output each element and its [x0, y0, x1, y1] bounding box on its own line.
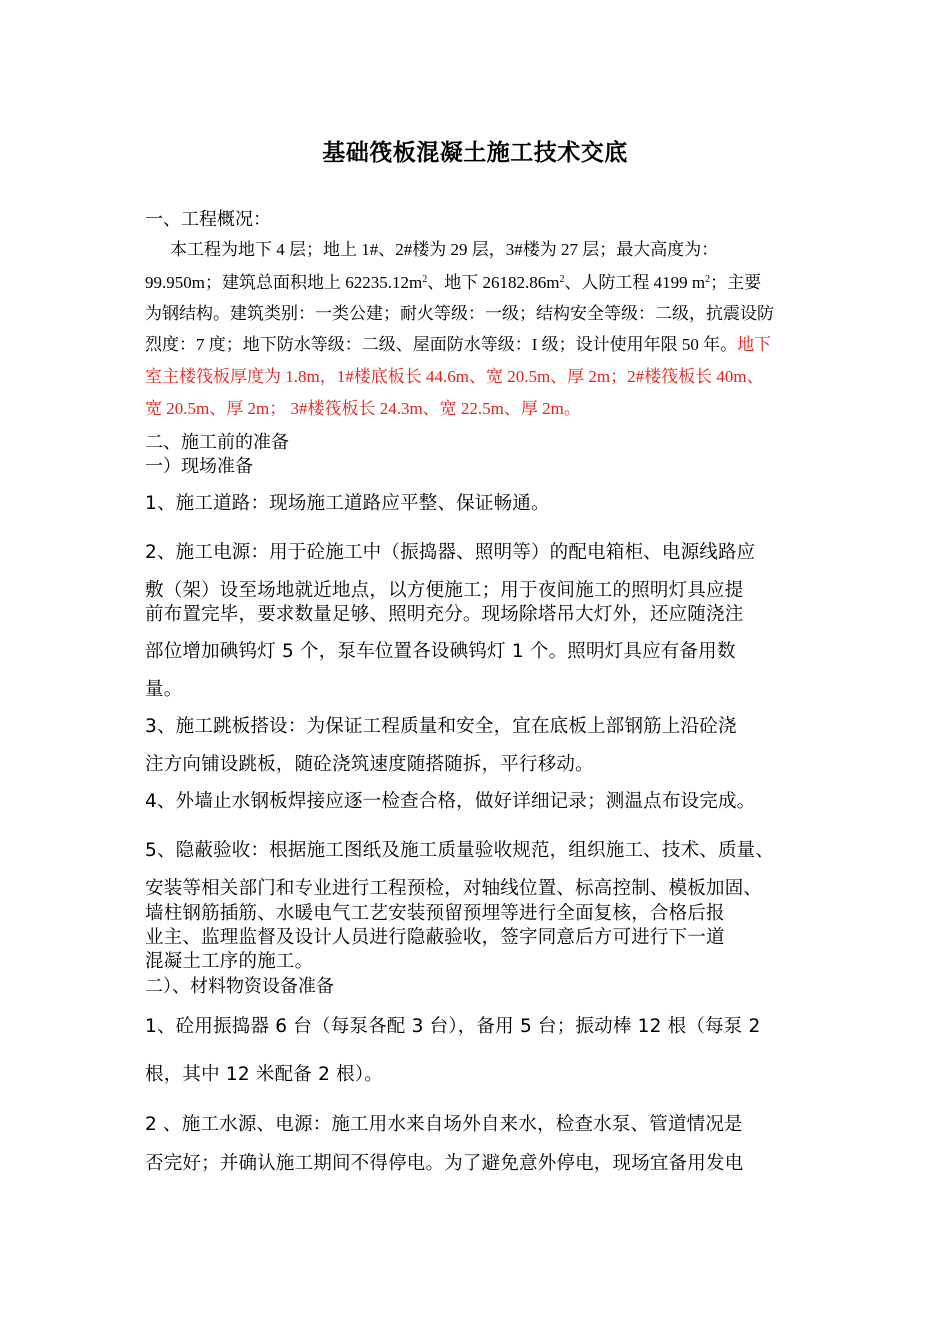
- paragraph-3-line: 3、施工跳板搭设：为保证工程质量和安全，宜在底板上部钢筋上沿砼浇: [145, 716, 737, 737]
- paragraph-4: 4、外墙止水钢板焊接应逐一检查合格，做好详细记录；测温点布设完成。: [145, 791, 756, 812]
- paragraph-5-line: 5、隐蔽验收：根据施工图纸及施工质量验收规范，组织施工、技术、质量、: [145, 840, 775, 861]
- overview-line-4: 烈度：7 度；地下防水等级：二级、屋面防水等级：I 级；设计使用年限 50 年。地下: [145, 335, 772, 354]
- paragraph-2-line: 敷（架）设至场地就近地点，以方便施工；用于夜间施工的照明灯具应提: [145, 580, 744, 601]
- materials-1-line: 1、砼用振捣器 6 台（每泵各配 3 台），备用 5 台；振动棒 12 根（每泵 2: [145, 1016, 761, 1037]
- paragraph-5-line: 业主、监理监督及设计人员进行隐蔽验收，签字同意后方可进行下一道: [145, 927, 725, 948]
- materials-2-line: 否完好；并确认施工期间不得停电。为了避免意外停电，现场宜备用发电: [145, 1153, 744, 1174]
- paragraph-5-line: 墙柱钢筋插筋、水暖电气工艺安装预留预埋等进行全面复核，合格后报: [145, 903, 725, 924]
- section-1-heading: 一、工程概况：: [145, 209, 271, 230]
- paragraph-2-line: 2、施工电源：用于砼施工中（振捣器、照明等）的配电箱柜、电源线路应: [145, 542, 756, 563]
- paragraph-5-line: 混凝土工序的施工。: [145, 951, 314, 972]
- paragraph-2-line: 前布置完毕，要求数量足够、照明充分。现场除塔吊大灯外，还应随浇注: [145, 604, 744, 625]
- paragraph-2-line: 量。: [145, 679, 183, 700]
- paragraph-3-line: 注方向铺设跳板，随砼浇筑速度随搭随拆，平行移动。: [145, 754, 594, 775]
- overview-line-5: 室主楼筏板厚度为 1.8m，1#楼底板长 44.6m、宽 20.5m、厚 2m；2#楼筏板长 40m、: [145, 367, 764, 386]
- overview-line-1: 本工程为地下 4 层；地上 1#、2#楼为 29 层，3#楼为 27 层；最大高度为：: [170, 240, 719, 259]
- section-2-heading: 二、施工前的准备: [145, 432, 289, 453]
- materials-1-line: 根，其中 12 米配备 2 根）。: [145, 1064, 383, 1085]
- paragraph-5-line: 安装等相关部门和专业进行工程预检，对轴线位置、标高控制、模板加固、: [145, 878, 763, 899]
- paragraph-1: 1、施工道路：现场施工道路应平整、保证畅通。: [145, 493, 550, 514]
- overview-line-6: 宽 20.5m、厚 2m； 3#楼筏板长 24.3m、宽 22.5m、厚 2m。: [145, 399, 581, 418]
- section-2-sub-2: 二）、材料物资设备准备: [145, 976, 334, 997]
- overview-line-3: 为钢结构。建筑类别：一类公建；耐火等级：一级；结构安全等级：二级，抗震设防: [145, 304, 774, 323]
- paragraph-2-line: 部位增加碘钨灯 5 个，泵车位置各设碘钨灯 1 个。照明灯具应有备用数: [145, 641, 736, 662]
- materials-2-line: 2 、施工水源、电源：施工用水来自场外自来水，检查水泵、管道情况是: [145, 1114, 743, 1135]
- section-2-sub-1: 一）现场准备: [145, 456, 253, 477]
- document-title: 基础筏板混凝土施工技术交底: [322, 139, 628, 166]
- overview-line-2: 99.950m；建筑总面积地上 $62235.12m^2$、地下 $26182.86m^2$、人防工程 4199 $m^2$；主要: [145, 273, 762, 292]
